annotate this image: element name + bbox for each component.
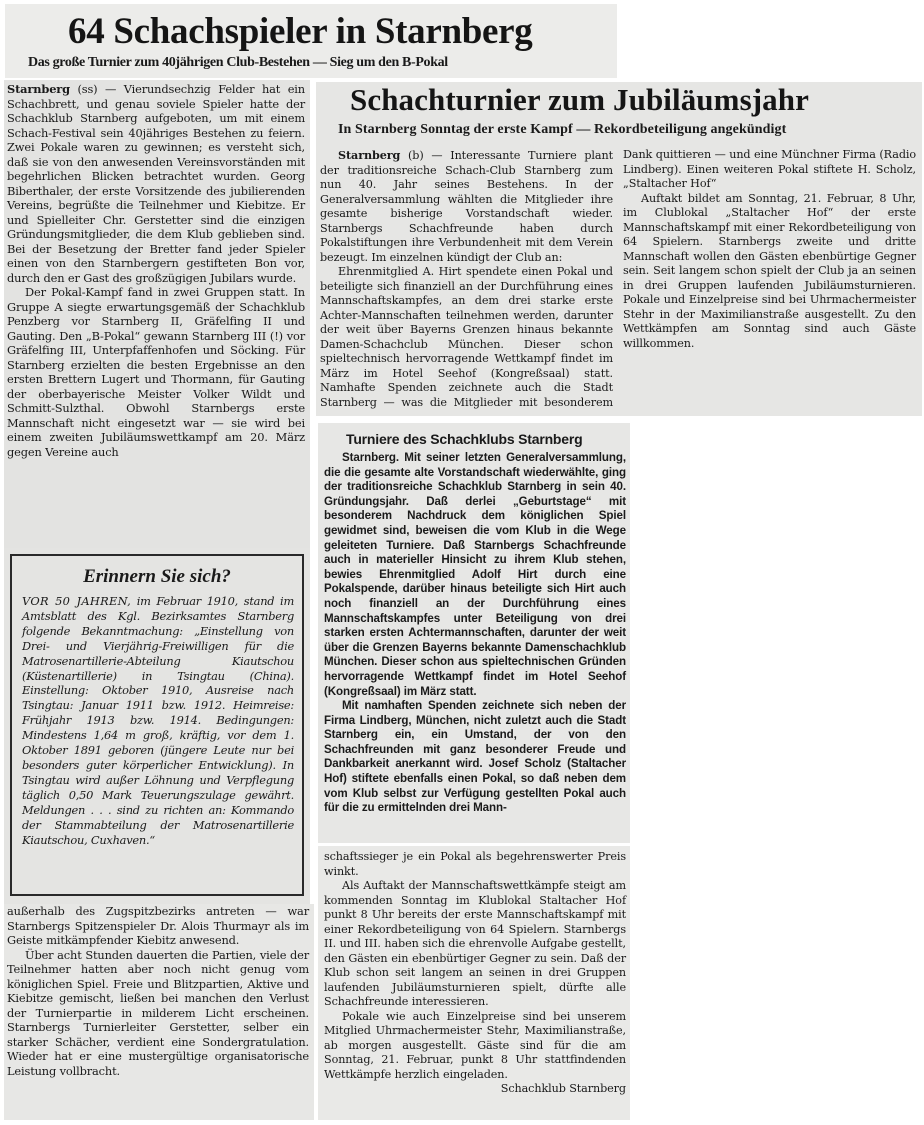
remember-box-text <box>22 594 294 847</box>
bottom-article-body-upper <box>324 451 626 816</box>
left-headline: 64 Schachspieler in Starnberg <box>68 11 533 52</box>
bottom-article-body-lower <box>324 850 626 1097</box>
right-article-paragraph: Ehrenmitglied A. Hirt spendete einen Pokal und beteiligte sich finanziell an der Durchführung eines Mannschaftskampfes, an dem drei starke erste Achter-Mannschaften teilnehmen werden, darunter der weit über Bayerns Grenzen hinaus bekannte Damen-Schachclub München. Dieser schon spieltechnisch hervorragende Wettkampf findet im März im Hotel Seehof (Kongreßsaal) statt. Namhafte Spenden zeichnete auch die Stadt Starnberg — was die Mitglieder mit besonderem Dank quittieren — und eine Münchner Firma (Radio Lindberg). Einen weiteren Pokal stiftete H. Scholz, „Staltacher Hof“ <box>320 148 916 409</box>
bottom-p1-text: Mit seiner letzten Generalversammlung, die die gesamte alte Vorstandschaft wiederwählte, ging der traditionsreiche Schachklub Starnberg in sein 40. Gründungsjahr. Daß derlei „Geburtstage“ mit besonderem Nachdruck dem königlichen Spiel gewidmet sind, beweisen die vom Klub in die Wege geleiteten Turniere. Daß Starnbergs Schachfreunde auch in materieller Hinsicht zu ihrem Klub stehen, bewies Ehrenmitglied Adolf Hirt durch eine Pokalspende, darüber hinaus beteiligte sich Hirt auch noch finanziell an der Durchführung eines Mannschaftskampfes unter Beteiligung von drei starken ersten Achtermannschaften, darunter der weit über die Grenzen Bayerns bekannte Damenschachklub München. Dieser schon aus spieltechnischen Gründen hervorragende Wettkampf findet im Hotel Seehof (Kongreßsaal) im März statt. <box>324 451 626 698</box>
bottom-article-paragraph: Als Auftakt der Mannschaftswettkämpfe steigt am kommenden Sonntag im Klublokal Staltacher Hof punkt 8 Uhr bereits der erste Mannschaftskampf mit einer Rekordbeteiligung von 64 Spielern. Starnbergs II. und III. haben sich die ehrenvolle Aufgabe gestellt, den Gästen ein ebenbürtiger Gegner zu sein. Daß der Klub schon seit langem an seinen in drei Gruppen laufenden Jubiläumsturnieren spielt, dürfte alle Schachfreunde interessieren. <box>324 879 626 1008</box>
left-article-paragraph: Über acht Stunden dauerten die Partien, viele der Teilnehmer hatten aber noch nicht genug vom königlichen Spiel. Freie und Blitzpartien, Aktive und Kiebitze gemischt, ließen bei manchen den Verlust der Turnierpartie in milderem Licht erscheinen. Starnbergs Turnierleiter Gerstetter, selber ein starker Schächer, verdient eine Sondergratulation. Wieder hat er eine mustergültige organisatorische Leistung vollbracht. <box>7 947 309 1078</box>
left-dateline: Starnberg <box>7 82 70 96</box>
right-article-body <box>320 148 916 414</box>
left-p1-text: — Vierundsechzig Felder hat ein Schachbrett, und genau soviele Spieler hatte der Schachklub Starnberg aufgeboten, um mit einem Schach-Festival sein 40jähriges Bestehen zu feiern. Zwei Pokale waren zu gewinnen; es versteht sich, daß sie von den anwesenden Vereinsvorständen mit begehrlichen Blicken betrachtet wurden. Georg Biberthaler, der erste Vorsitzende des jubilierenden Vereins, begrüßte die Teilnehmer und Kiebitze. Er und Spielleiter Chr. Gerstetter sind die einzigen Gründungsmitglieder, die dem Klub geblieben sind. Bei der Besetzung der Bretter fand jeder Spieler einen von den Starnbergern gestifteten Bon vor, durch den er Gast des großzügigen Jubilars wurde. <box>7 82 305 285</box>
remember-box-lead: VOR 50 JAHREN, <box>22 594 132 608</box>
right-article-paragraph: Auftakt bildet am Sonntag, 21. Februar, 8 Uhr, im Clublokal „Staltacher Hof“ der erste Mannschaftskampf mit einer Rekordbeteiligung von 64 Spielern. Starnbergs zweite und dritte Mannschaft wollen den Gästen ebenbürtige Gegner sein. Seit langem schon spielt der Club ja an seinen in drei Gruppen laufenden Jubiläumsturnieren. Pokale und Einzelpreise sind bei Uhrmachermeister Stehr in der Maximilianstraße ausgestellt. Zu den Wettkämpfen am Sonntag sind auch Gäste willkommen. <box>623 191 916 350</box>
bottom-article-upper <box>318 423 630 843</box>
right-dateline: Starnberg <box>338 148 401 162</box>
bottom-article-paragraph: Pokale wie auch Einzelpreise sind bei unserem Mitglied Uhrmachermeister Stehr, Maximilianstraße, ab morgen ausgestellt. Gäste sind für die am Sonntag, 21. Februar, punkt 8 Uhr stattfindenden Wettkämpfe herzlich eingeladen. <box>324 1009 626 1081</box>
left-article-column-lower <box>4 904 314 1120</box>
right-headline: Schachturnier zum Jubiläumsjahr <box>350 82 809 117</box>
remember-box <box>4 548 310 904</box>
left-article-paragraph <box>7 82 305 285</box>
remember-box-body: im Februar 1910, stand im Amtsblatt des Kgl. Bezirksamtes Starnberg folgende Bekanntmachung: „Einstellung von Drei- und Vierjährig-Freiwilligen für die Matrosenartillerie-Abteilung Kiautschou (Küstenartillerie) in Tsingtau (China). Einstellung: Oktober 1910, Ausreise nach Tsingtau: Januar 1911 bzw. 1912. Heimreise: Frühjahr 1913 bzw. 1914. Bedingungen: Mindestens 1,64 m groß, kräftig, vor dem 1. Oktober 1891 geboren (jüngere Leute nur bei besonders guter körperlicher Entwicklung). In Tsingtau wird außer Löhnung und Verpflegung täglich 0,50 Mark Teuerungszulage gewährt. Meldungen . . . sind zu richten an: Kommando der Stammabteilung der Matrosenartillerie Kiautschou, Cuxhaven.“ <box>22 594 294 847</box>
bottom-article-lower <box>318 846 630 1120</box>
right-article <box>316 82 922 416</box>
bottom-headline: Turniere des Schachklubs Starnberg <box>346 431 583 447</box>
left-article-heading <box>5 4 617 78</box>
left-article-paragraph: außerhalb des Zugspitzbezirks antreten — war Starnbergs Spitzenspieler Dr. Alois Thurmayr als im Geiste mitkämpfender Kiebitz anwesend. <box>7 904 309 947</box>
left-article-paragraph: Der Pokal-Kampf fand in zwei Gruppen statt. In Gruppe A siegte erwartungsgemäß der Schachklub Penzberg vor Starnberg II, Gräfelfing II und Gauting. Den „B-Pokal“ gewann Starnberg III (!) vor Gräfelfing III, Unterpfaffenhofen und Söcking. Für Starnberg erzielten die besten Ergebnisse an den ersten Brettern Lugert und Thormann, für Gauting der oberbayerische Meister Volker Wildt und Schmitt-Sulzthal. Obwohl Starnbergs erste Mannschaft nicht eingesetzt war — sie wird bei einem zweiten Jubiläumswettkampf am 20. März gegen Vereine auch <box>7 285 305 459</box>
left-article-column-upper <box>4 80 310 548</box>
left-subheadline: Das große Turnier zum 40jährigen Club-Bestehen — Sieg um den B-Pokal <box>28 55 448 70</box>
bottom-dateline: Starnberg. <box>342 451 399 464</box>
bottom-signature: Schachklub Starnberg <box>500 1082 626 1095</box>
bottom-article-paragraph: Mit namhaften Spenden zeichnete sich neben der Firma Lindberg, München, nicht zuletzt auch die Stadt Starnberg ein, ein Umstand, der von den Schachfreunden mit ganz besonderer Freude und Dankbarkeit anerkannt wird. Josef Scholz (Staltacher Hof) stiftete ebenfalls einen Pokal, so daß neben dem vom Klub selbst zur Verfügung gestellten Pokal auch für die zu ermittelnden drei Mann- <box>324 699 626 815</box>
left-source: (ss) <box>77 82 98 96</box>
right-subheadline: In Starnberg Sonntag der erste Kampf — Rekordbeteiligung angekündigt <box>338 122 787 137</box>
right-article-paragraph <box>320 148 613 265</box>
right-source: (b) <box>408 149 424 162</box>
bottom-article-paragraph: schaftssieger je ein Pokal als begehrenswerter Preis winkt. <box>324 850 626 878</box>
remember-box-title: Erinnern Sie sich? <box>83 566 231 587</box>
right-p1-text: — Interessante Turniere plant der traditionsreiche Schach-Club Starnberg zum nun 40. Jahr seines Bestehens. In der Generalversammlung wählten die Mitglieder ihre gesamte bisherige Vorstandschaft wieder. Starnbergs Schachfreunde haben durch Pokalstiftungen ihre Verbundenheit mit dem Verein bezeugt. Im einzelnen kündigt der Club an: <box>320 149 613 264</box>
bottom-article-paragraph <box>324 451 626 699</box>
